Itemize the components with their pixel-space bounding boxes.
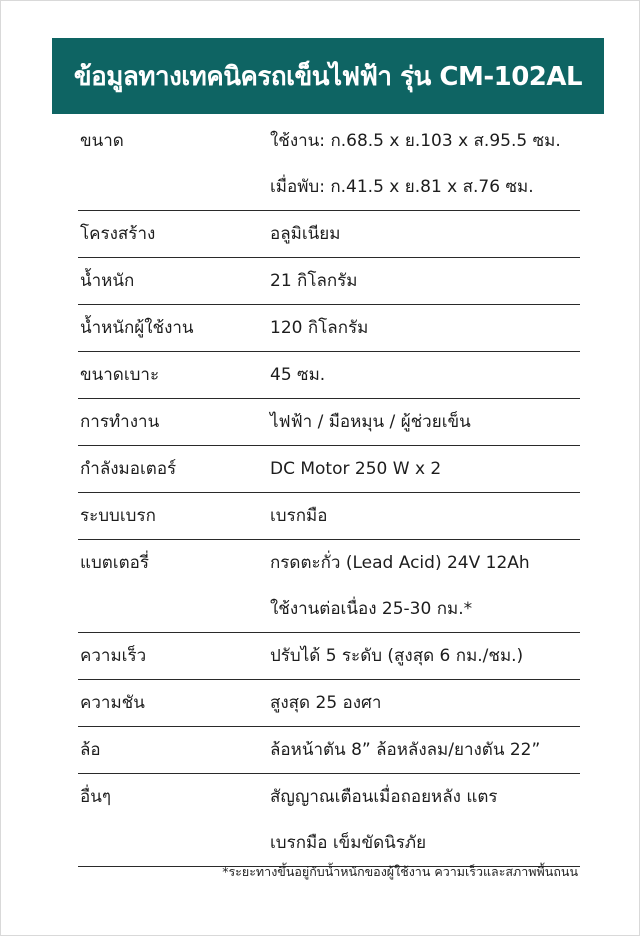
spec-values — [270, 399, 580, 445]
spec-row-motor — [78, 446, 580, 493]
spec-label: ขนาด — [80, 131, 124, 151]
spec-value: สัญญาณเตือนเมื่อถอยหลัง แตร — [270, 787, 498, 807]
spec-label: ระบบเบรก — [80, 506, 156, 526]
spec-value: ใช้งาน: ก.68.5 x ย.103 x ส.95.5 ซม. — [270, 131, 561, 151]
spec-label: แบตเตอรี่ — [80, 553, 149, 573]
spec-label: ความเร็ว — [80, 646, 147, 666]
spec-label: อื่นๆ — [80, 787, 111, 807]
spec-value: กรดตะกั่ว (Lead Acid) 24V 12Ah — [270, 553, 530, 573]
spec-values — [270, 118, 580, 210]
spec-label: ความชัน — [80, 693, 145, 713]
spec-values — [270, 258, 580, 304]
spec-values — [270, 727, 580, 773]
page-title: ข้อมูลทางเทคนิครถเข็นไฟฟ้า รุ่น CM-102AL — [73, 61, 583, 92]
title-banner — [52, 38, 604, 114]
spec-value: เบรกมือ เข็มขัดนิรภัย — [270, 833, 427, 853]
footnote: *ระยะทางขึ้นอยู่กับน้ำหนักของผู้ใช้งาน ความเร็วและสภาพพื้นถนน — [222, 864, 578, 879]
spec-row-battery — [78, 540, 580, 633]
spec-row-speed — [78, 633, 580, 680]
spec-value: DC Motor 250 W x 2 — [270, 459, 442, 479]
spec-values — [270, 540, 580, 632]
spec-value: อลูมิเนียม — [270, 224, 341, 244]
spec-label: โครงสร้าง — [80, 224, 156, 244]
spec-value: 120 กิโลกรัม — [270, 318, 369, 338]
spec-value: ล้อหน้าตัน 8” ล้อหลังลม/ยางตัน 22” — [270, 740, 541, 760]
spec-value: 21 กิโลกรัม — [270, 271, 358, 291]
spec-row-weight — [78, 258, 580, 305]
spec-row-other — [78, 774, 580, 867]
spec-values — [270, 352, 580, 398]
spec-label: น้ำหนักผู้ใช้งาน — [80, 318, 194, 338]
spec-label: น้ำหนัก — [80, 271, 135, 291]
spec-value: เมื่อพับ: ก.41.5 x ย.81 x ส.76 ซม. — [270, 177, 534, 197]
spec-row-user-weight — [78, 305, 580, 352]
spec-table — [78, 118, 580, 867]
spec-row-seat-size — [78, 352, 580, 399]
spec-value: ไฟฟ้า / มือหมุน / ผู้ช่วยเข็น — [270, 412, 471, 432]
spec-value: เบรกมือ — [270, 506, 328, 526]
spec-values — [270, 446, 580, 492]
spec-label: ขนาดเบาะ — [80, 365, 160, 385]
spec-value: ใช้งานต่อเนื่อง 25-30 กม.* — [270, 599, 473, 619]
spec-value: 45 ซม. — [270, 365, 326, 385]
spec-value: สูงสุด 25 องศา — [270, 693, 382, 713]
spec-values — [270, 633, 580, 679]
spec-values — [270, 305, 580, 351]
spec-values — [270, 680, 580, 726]
spec-row-frame — [78, 211, 580, 258]
spec-values — [270, 774, 580, 866]
spec-row-brake — [78, 493, 580, 540]
spec-value: ปรับได้ 5 ระดับ (สูงสุด 6 กม./ชม.) — [270, 646, 524, 666]
spec-row-wheel — [78, 727, 580, 774]
spec-row-slope — [78, 680, 580, 727]
spec-label: ล้อ — [80, 740, 101, 760]
spec-values — [270, 493, 580, 539]
spec-label: การทำงาน — [80, 412, 160, 432]
spec-values — [270, 211, 580, 257]
spec-row-size — [78, 118, 580, 211]
spec-row-operation — [78, 399, 580, 446]
spec-label: กำลังมอเตอร์ — [80, 459, 177, 479]
